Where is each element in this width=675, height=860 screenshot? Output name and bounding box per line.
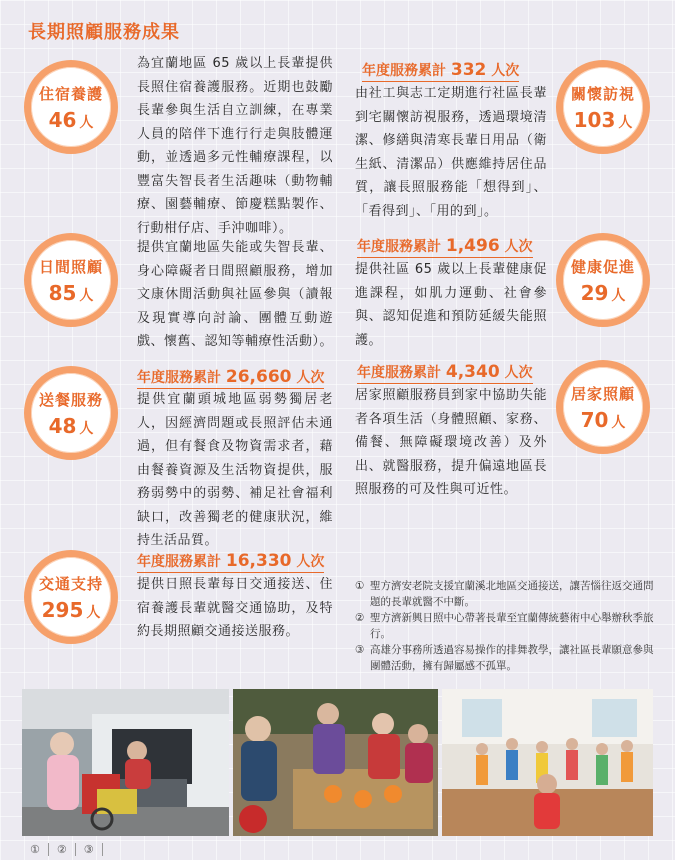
badge-label: 居家照顧	[570, 384, 635, 403]
badge-daycare	[24, 233, 118, 327]
badge-label: 關懷訪視	[570, 84, 635, 103]
badge-transport	[24, 550, 118, 644]
photo-index	[22, 843, 103, 856]
badge-count: 85	[48, 280, 77, 305]
visit-description: 由社工與志工定期進行社區長輩到宅關懷訪視服務，透過環境清潔、修繕與清寒長輩日用品（衛生紙、清潔品）供應維持居住品質，讓長照服務能「想得到」、「看得到」、「用的到」。	[355, 86, 547, 219]
photo-notes	[355, 578, 660, 674]
page-title: 長期照顧服務成果	[28, 22, 180, 43]
meal-cumulative: 年度服務累計 26,660 人次	[137, 367, 325, 387]
badge-count: 29	[580, 280, 609, 305]
transport-cumulative: 年度服務累計 16,330 人次	[137, 551, 325, 571]
health-cumulative: 年度服務累計 1,496 人次	[357, 236, 533, 256]
daycare-description: 提供宜蘭地區失能或失智長輩、身心障礙者日間照顧服務，增加文康休閒活動與社區參與（讀報及現實導向討論、團體互動遊戲、懷舊、認知等輔療性活動）。	[137, 240, 334, 349]
visit-cumulative: 年度服務累計 332 人次	[362, 60, 520, 80]
badge-count: 48	[48, 413, 77, 438]
transport-description: 提供日照長輩每日交通接送、住宿養護長輩就醫交通協助，及特約長期照顧交通接送服務。	[137, 577, 333, 639]
photo-index-item: ③	[76, 843, 103, 856]
badge-label: 住宿養護	[38, 84, 103, 103]
badge-count: 70	[580, 407, 609, 432]
badge-unit: 人	[618, 114, 633, 131]
photo-index-item: ②	[49, 843, 76, 856]
photo-note: ② 聖方濟新興日照中心帶著長輩至宜蘭傳統藝術中心舉辦秋季旅行。	[355, 612, 654, 640]
badge-residential	[24, 60, 118, 154]
badge-unit: 人	[86, 604, 101, 621]
homecare-cumulative: 年度服務累計 4,340 人次	[357, 362, 533, 382]
photo-note: ① 聖方濟安老院支援宜蘭溪北地區交通接送，讓苦惱往返交通問題的長輩就醫不中斷。	[355, 580, 654, 608]
homecare-description: 居家照顧服務員到家中協助失能者各項生活（身體照顧、家務、備餐、無障礙環境改善）及外出、就醫服務，提升偏遠地區長照服務的可及性與可近性。	[355, 388, 547, 497]
badge-unit: 人	[611, 414, 626, 431]
badge-count: 295	[41, 597, 84, 622]
badge-label: 健康促進	[570, 257, 635, 276]
health-description: 提供社區 65 歲以上長輩健康促進課程，如肌力運動、社會參與、認知促進和預防延緩失能照護。	[355, 262, 547, 348]
photo-line-dance	[442, 689, 653, 836]
badge-count: 46	[48, 107, 77, 132]
residential-description: 為宜蘭地區 65 歲以上長輩提供長照住宿養護服務。近期也鼓勵長輩參與生活自立訓練，在專業人員的陪伴下進行行走與肢體運動，並透過多元性輔療課程，以豐富失智長者生活趣味（動物輔療、園藝輔療、節慶糕點製作、行動柑仔店、手沖咖啡）。	[137, 56, 333, 236]
badge-visit	[556, 60, 650, 154]
meal-description: 提供宜蘭頭城地區弱勢獨居老人，因經濟問題或長照評估未通過，但有餐食及物資需求者，藉由餐養資源及生活物資提供，服務弱勢中的弱勢、補足社會福利缺口，改善獨老的健康狀況，維持生活品質。	[137, 392, 333, 548]
badge-unit: 人	[79, 420, 94, 437]
badge-label: 日間照顧	[38, 257, 103, 276]
photo-transport-van	[22, 689, 229, 836]
badge-label: 交通支持	[38, 574, 103, 593]
badge-meal	[24, 366, 118, 460]
badge-homecare	[556, 360, 650, 454]
badge-unit: 人	[79, 114, 94, 131]
badge-unit: 人	[79, 287, 94, 304]
badge-health	[556, 233, 650, 327]
badge-unit: 人	[611, 287, 626, 304]
photo-index-item: ①	[22, 843, 49, 856]
badge-count: 103	[573, 107, 616, 132]
photo-note: ③ 高雄分事務所透過容易操作的排舞教學，讓社區長輩願意參與團體活動，擁有歸屬感不孤單。	[355, 644, 654, 672]
badge-label: 送餐服務	[38, 390, 103, 409]
photo-day-trip	[233, 689, 438, 836]
